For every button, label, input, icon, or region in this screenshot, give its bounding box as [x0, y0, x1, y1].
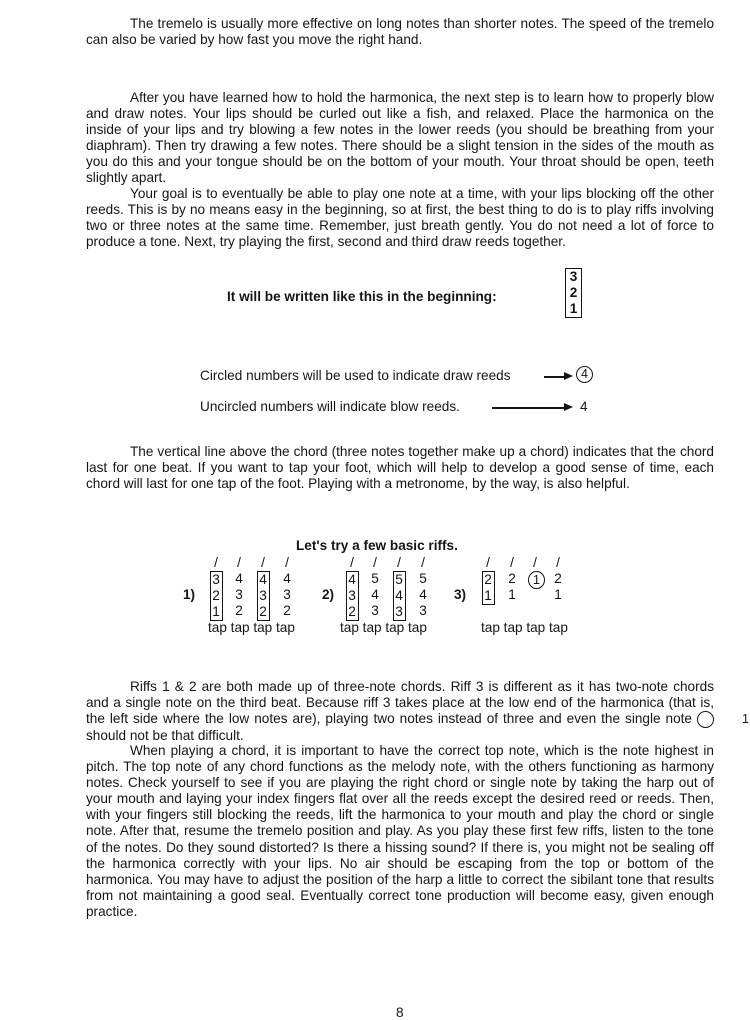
note: 1 [212, 604, 220, 619]
chord-box [210, 571, 223, 621]
note: 3 [348, 588, 356, 603]
circled-single-note: 1 [697, 711, 714, 728]
paragraph-goal: Your goal is to eventually be able to play one note at a time, with your lips blocking off the other reeds. This is by no means easy in the beginning, so at first, the best thing to do is to play riffs involving two or three notes at the same time. Remember, just breath gently. You do not need a lot of force to produce a tone. Next, try playing the first, second and third draw reeds together. [86, 186, 714, 250]
note: 2 [348, 604, 356, 619]
chord-box [393, 571, 406, 621]
note: 4 [419, 587, 427, 602]
chord-box [482, 571, 495, 605]
riff-3-chord-1 [481, 555, 495, 605]
stack-note-middle: 2 [569, 285, 578, 300]
note: 4 [235, 571, 243, 586]
beat-slash: / [510, 555, 514, 570]
note: 2 [283, 603, 291, 618]
draw-reeds-label: Circled numbers will be used to indicate draw reeds [200, 368, 511, 383]
note: 2 [554, 571, 562, 586]
draw-arrow-head [564, 372, 573, 380]
note: 2 [212, 588, 220, 603]
note: 4 [348, 572, 356, 587]
beat-slash: / [533, 555, 537, 570]
note: 1 [508, 587, 516, 602]
riff-3-note-3 [528, 555, 542, 589]
beat-slash: / [261, 555, 265, 570]
riff-1-chord-3 [256, 555, 270, 621]
circled-draw-note: 1 [528, 571, 545, 589]
riff-2-label: 2) [322, 587, 335, 602]
riff-3-label: 3) [454, 587, 467, 602]
riff-2-chord-3 [392, 555, 406, 621]
written-label: It will be written like this in the beginning: [227, 289, 497, 304]
note: 4 [371, 587, 379, 602]
blow-arrow-head [564, 403, 573, 411]
note: 5 [419, 571, 427, 586]
riff-2-chord-1 [345, 555, 359, 621]
note: 5 [371, 571, 379, 586]
beat-slash: / [350, 555, 354, 570]
note: 5 [395, 572, 403, 587]
paragraph-tremelo: The tremelo is usually more effective on long notes than shorter notes. The speed of the tremelo can also be varied by how fast you move the right hand. [86, 16, 714, 48]
riff-2-chord-2 [368, 555, 382, 619]
riff-2-chord-4 [416, 555, 430, 619]
page-number: 8 [396, 1005, 404, 1020]
beat-slash: / [237, 555, 241, 570]
blow-number: 4 [580, 399, 588, 414]
beat-slash: / [556, 555, 560, 570]
paragraph-vertical-line: The vertical line above the chord (three notes together make up a chord) indicates that the chord last for one beat. If you want to tap your foot, which will help to develop a good sense of time, each chord will last for one tap of the foot. Playing with a metronome, by the way, is also helpful. [86, 444, 714, 492]
note: 1 [484, 588, 492, 603]
notation-stack [565, 268, 582, 318]
beat-slash: / [486, 555, 490, 570]
draw-arrow [544, 376, 566, 378]
note: 3 [371, 603, 379, 618]
note: 2 [484, 572, 492, 587]
beat-slash: / [214, 555, 218, 570]
riff-1-chord-1 [209, 555, 223, 621]
note: 3 [212, 572, 220, 587]
note: 2 [235, 603, 243, 618]
riff-1-chord-4 [280, 555, 294, 619]
paragraph-blow-draw: After you have learned how to hold the harmonica, the next step is to learn how to properly blow and draw notes. Your lips should be curled out like a fish, and relaxed. Place the harmonica on the inside of your lips and try blowing a few notes in the lower reeds (you should be breathing from your diaphram). Then try drawing a few notes. There should be a slight tension in the sides of the mouth as you do this and your tongue should be on the bottom of your mouth. Your throat should be open, teeth slightly apart. [86, 90, 714, 186]
note: 2 [508, 571, 516, 586]
note: 3 [283, 587, 291, 602]
riff-1-taps: tap tap tap tap [208, 620, 295, 635]
note: 3 [419, 603, 427, 618]
note: 4 [283, 571, 291, 586]
blow-reeds-label: Uncircled numbers will indicate blow reeds. [200, 399, 460, 414]
riff-3-taps: tap tap tap tap [481, 620, 568, 635]
circled-draw-number: 4 [576, 366, 593, 383]
riff-2-taps: tap tap tap tap [340, 620, 427, 635]
note: 4 [395, 588, 403, 603]
beat-slash: / [373, 555, 377, 570]
riffs-explained-end: should not be that difficult. [86, 728, 244, 744]
chord-box [257, 571, 270, 621]
note: 1 [554, 587, 562, 602]
beat-slash: / [285, 555, 289, 570]
note: 3 [235, 587, 243, 602]
riff-3-chord-2 [505, 555, 519, 603]
beat-slash: / [421, 555, 425, 570]
chord-box [346, 571, 359, 621]
note: 4 [259, 572, 267, 587]
stack-note-bottom: 1 [569, 301, 578, 316]
note: 3 [259, 588, 267, 603]
beat-slash: / [397, 555, 401, 570]
riff-1-label: 1) [183, 587, 196, 602]
blow-arrow [492, 407, 566, 409]
stack-note-top: 3 [569, 269, 578, 284]
paragraph-chord-top-note: When playing a chord, it is important to have the correct top note, which is the note highest in pitch. The top note of any chord functions as the melody note, with the others functioning as harmony notes. Check yourself to see if you are playing the right chord or single note by taking the harp out of your mouth and laying your index fingers flat over all the reeds except the desired reed or reeds. Then, with your fingers still blocking the reeds, lift the harmonica to your mouth and play the chord or single note. After that, resume the tremelo position and play. As you play these first few riffs, listen to the tone of the notes. Do they sound distorted? Is there a hissing sound? If there is, you might not be sealing off the harmonica correctly with your lips. No air should be escaping from the top or bottom of the harmonica. You may have to adjust the position of the harp a little to correct the sibilant tone that results from not maintaining a good seal. Eventually correct tone production will become easy, given enough practice. [86, 743, 714, 919]
riff-3-chord-4 [551, 555, 565, 603]
paragraph-riffs-explained [86, 679, 749, 744]
note: 2 [259, 604, 267, 619]
riffs-heading: Let's try a few basic riffs. [296, 538, 458, 553]
riffs-explained-text: Riffs 1 & 2 are both made up of three-note chords. Riff 3 is different as it has two-note chords and a single note on the third beat. Because riff 3 takes place at the low end of the harmonica (that is, the left side where the low notes are), playing two notes instead of three and even the single note [86, 679, 714, 727]
riff-1-chord-2 [232, 555, 246, 619]
note: 3 [395, 604, 403, 619]
